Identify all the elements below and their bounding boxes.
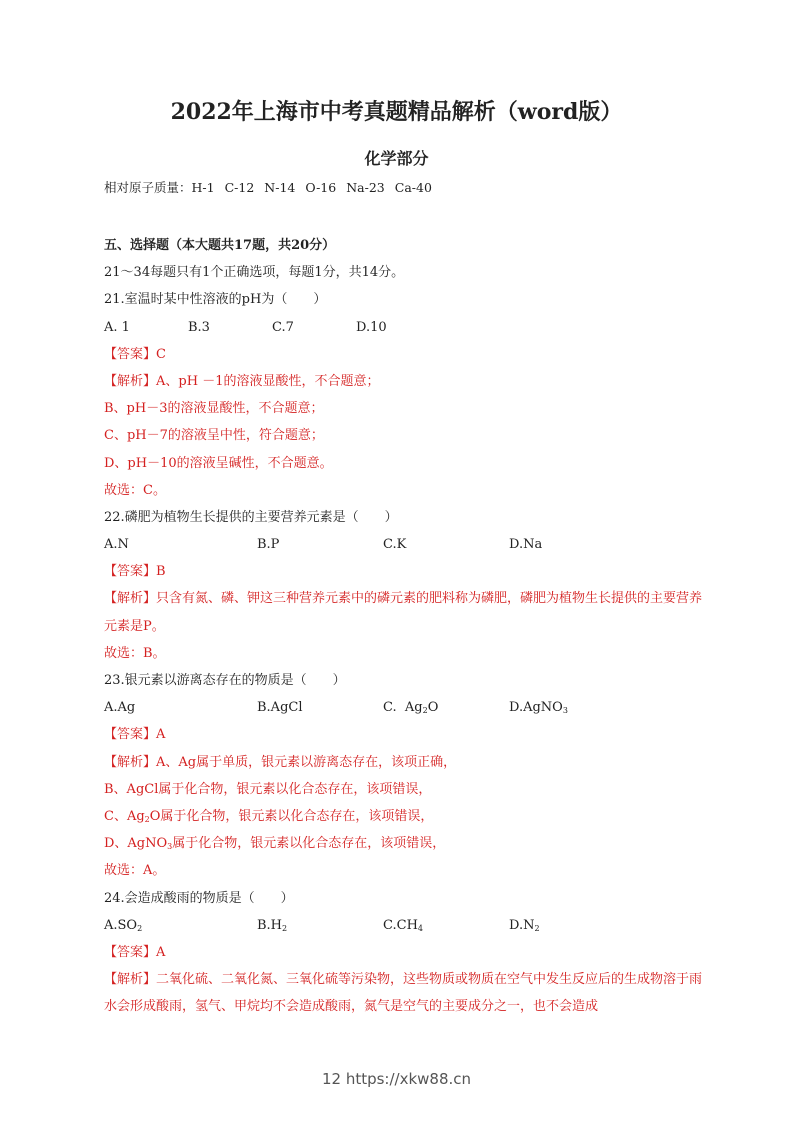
answer-tag: 【答案】 (104, 727, 157, 743)
option-subscript: 2 (137, 923, 143, 933)
q21-analysis-line: 故选：C。 (104, 482, 166, 498)
atomic-masses-label: 相对原子质量： (104, 180, 192, 195)
q24-option-a (104, 912, 257, 939)
option-text: B.H (257, 917, 283, 933)
q23-analysis-line: B、AgCl属于化合物，银元素以化合态存在，该项错误， (104, 781, 432, 797)
option-text: D.AgNO (509, 700, 563, 716)
q22-option-c: C.K (383, 537, 407, 553)
q22-options (104, 531, 704, 558)
answer-value: A (156, 727, 166, 743)
option-subscript: 2 (282, 923, 288, 933)
q21-analysis-line: D、pH－10的溶液呈碱性，不合题意。 (104, 455, 333, 471)
atomic-masses-line (104, 178, 442, 196)
option-tail: O (427, 700, 439, 716)
q23-analysis-line (104, 803, 704, 830)
option-subscript: 4 (417, 923, 423, 933)
q24-option-b (257, 912, 383, 939)
q21-option-b: B.3 (188, 319, 210, 335)
q21-analysis-line: B、pH－3的溶液显酸性，不合题意； (104, 401, 324, 417)
question-content (104, 232, 704, 1021)
option-text: A.SO (104, 917, 138, 933)
q24-stem: 24.会造成酸雨的物质是（ ） (104, 890, 294, 906)
q24-option-d (509, 912, 662, 939)
q21-option-d: D.10 (356, 319, 387, 335)
atomic-mass-c: C-12 (224, 180, 255, 195)
atomic-mass-o: O-16 (305, 180, 337, 195)
option-text: C.CH (383, 917, 418, 933)
q23-option-c (383, 694, 509, 721)
q22-option-b: B.P (257, 537, 280, 553)
document-title: 2022年上海市中考真题精品解析（word版） (170, 99, 623, 125)
q23-analysis-line (104, 749, 704, 776)
analysis-text: A、Ag属于单质，银元素以游离态存在，该项正确， (156, 754, 457, 770)
q22-analysis-line: 故选：B。 (104, 645, 166, 661)
q23-option-a (104, 694, 257, 721)
analysis-tag: 【解析】 (104, 591, 157, 607)
page-footer: 12 https://xkw88.cn (321, 1070, 472, 1088)
q23-analysis-line: 故选：A。 (104, 863, 166, 879)
answer-value: C (156, 346, 166, 362)
section-heading: 五、选择题（本大题共17题，共20分） (104, 238, 336, 253)
q22-option-d: D.Na (509, 537, 543, 553)
answer-tag: 【答案】 (104, 346, 157, 362)
analysis-tag: 【解析】 (104, 373, 157, 389)
q23-answer (104, 721, 704, 748)
answer-tag: 【答案】 (104, 944, 157, 960)
atomic-mass-na: Na-23 (346, 180, 385, 195)
document-subtitle: 化学部分 (364, 149, 429, 168)
option-text: A.Ag (104, 700, 136, 716)
q23-stem: 23.银元素以游离态存在的物质是（ ） (104, 673, 346, 689)
q21-option-c: C.7 (272, 319, 294, 335)
atomic-mass-n: N-14 (264, 180, 296, 195)
analysis-text: 二氧化硫、二氧化氮、三氧化硫等污染物，这些物质或物质在空气中发生反应后的生成物溶于雨水会形成酸雨，氢气、甲烷均不会造成酸雨，氮气是空气的主要成分之一，也不会造成 (104, 972, 703, 1015)
analysis-text: C、Ag (104, 808, 145, 824)
q24-option-c (383, 912, 509, 939)
option-subscript: 2 (534, 923, 540, 933)
answer-tag: 【答案】 (104, 564, 157, 580)
q23-option-b (257, 694, 383, 721)
q22-option-a: A.N (104, 537, 129, 553)
analysis-subscript: 3 (167, 842, 173, 852)
option-text: D.N (509, 917, 535, 933)
analysis-text: A、pH －1的溶液显酸性，不合题意； (156, 373, 380, 389)
analysis-subscript: 2 (144, 814, 150, 824)
analysis-tag: 【解析】 (104, 972, 157, 988)
q21-analysis-line: C、pH－7的溶液呈中性，符合题意； (104, 428, 324, 444)
option-text: C. Ag (383, 700, 423, 716)
q24-options (104, 912, 704, 939)
q21-analysis-line (104, 368, 704, 395)
q21-option-a: A. 1 (104, 319, 130, 335)
q22-answer (104, 558, 704, 585)
q22-stem: 22.磷肥为植物生长提供的主要营养元素是（ ） (104, 509, 398, 525)
option-text: B.AgCl (257, 700, 303, 716)
answer-value: B (156, 564, 166, 580)
option-subscript: 2 (422, 706, 428, 716)
analysis-text: D、AgNO (104, 836, 168, 852)
section-instruction: 21～34每题只有1个正确选项，每题1分，共14分。 (104, 265, 405, 281)
q24-answer (104, 939, 704, 966)
atomic-mass-h: H-1 (191, 180, 215, 195)
analysis-text: 属于化合物，银元素以化合态存在，该项错误， (172, 836, 446, 852)
analysis-tag: 【解析】 (104, 754, 157, 770)
answer-value: A (156, 944, 166, 960)
q21-stem: 21.室温时某中性溶液的pH为（ ） (104, 292, 327, 308)
q21-answer (104, 341, 704, 368)
q23-analysis-line (104, 830, 704, 857)
q22-analysis-paragraph (104, 585, 704, 639)
analysis-text: 只含有氮、磷、钾这三种营养元素中的磷元素的肥料称为磷肥，磷肥为植物生长提供的主要营养元素是P。 (104, 591, 703, 634)
analysis-text: O属于化合物，银元素以化合态存在，该项错误， (149, 808, 434, 824)
atomic-mass-ca: Ca-40 (394, 180, 432, 195)
q23-option-d (509, 694, 662, 721)
q24-analysis-paragraph (104, 966, 704, 1020)
option-subscript: 3 (562, 706, 568, 716)
q21-options (104, 314, 704, 341)
q23-options (104, 694, 704, 721)
